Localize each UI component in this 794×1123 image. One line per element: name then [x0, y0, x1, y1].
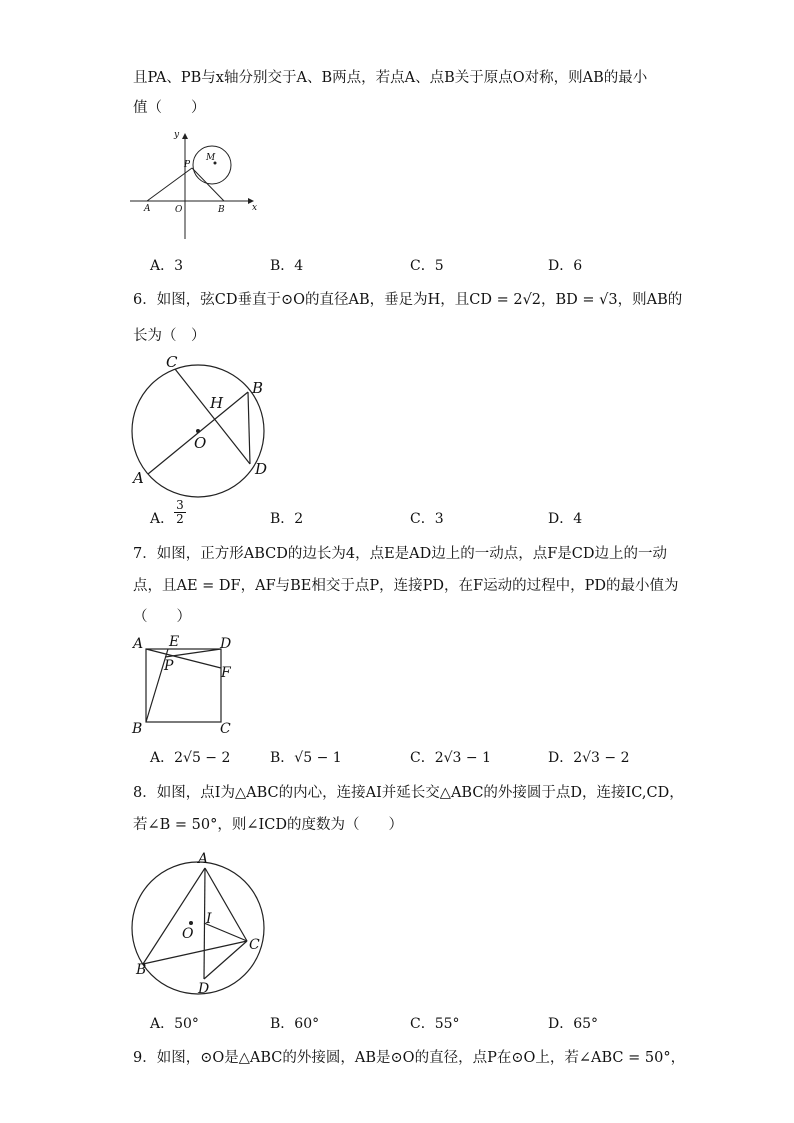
q7-label-c: C — [220, 721, 231, 737]
q5-label-b: B — [218, 205, 225, 215]
q7-option-c[interactable]: C．2√3 − 1 — [410, 750, 491, 766]
q5-label-a: A — [144, 204, 151, 214]
q7-label-e: E — [169, 634, 180, 650]
q8-label-d: D — [198, 981, 210, 997]
q7-label-p: P — [164, 658, 174, 674]
q8-option-c[interactable]: C．55° — [410, 1016, 460, 1032]
q6-text-line2: 长为（ ） — [133, 328, 206, 344]
q5-option-c[interactable]: C．5 — [410, 258, 444, 274]
q6-label-d: D — [255, 460, 268, 478]
q6-option-a-denominator: 2 — [176, 511, 184, 526]
q9-text-line1: 9．如图，⊙O是△ABC的外接圆，AB是⊙O的直径，点P在⊙O上，若∠ABC = 50°， — [133, 1050, 686, 1066]
q6-option-a-prefix: A． — [150, 511, 175, 527]
q5-option-a[interactable]: A．3 — [150, 258, 184, 274]
q6-option-a-fraction — [174, 499, 186, 526]
q6-option-a[interactable] — [150, 497, 186, 528]
q5-option-b[interactable]: B．4 — [270, 258, 304, 274]
q8-label-c: C — [249, 937, 260, 953]
q7-option-b[interactable]: B．√5 − 1 — [270, 750, 342, 766]
q6-chord-cd — [175, 369, 250, 464]
q8-text-line2: 若∠B = 50°，则∠ICD的度数为（ ） — [133, 817, 403, 833]
q6-label-h: H — [210, 394, 224, 412]
q5-option-d[interactable]: D．6 — [548, 258, 583, 274]
q6-label-a: A — [133, 469, 144, 487]
q6-option-b[interactable]: B．2 — [270, 511, 304, 527]
q7-option-d[interactable]: D．2√3 − 2 — [548, 750, 630, 766]
q6-figure — [128, 350, 278, 490]
q7-segment-pd — [165, 649, 221, 657]
q5-label-y: y — [174, 130, 180, 140]
q6-label-b: B — [252, 379, 264, 397]
q5-label-m: M — [206, 153, 216, 163]
q7-options — [150, 747, 710, 767]
q7-option-a[interactable]: A．2√5 − 2 — [150, 750, 231, 766]
q8-point-o — [189, 921, 193, 925]
q8-option-a[interactable]: A．50° — [150, 1016, 199, 1032]
q7-segment-af — [146, 649, 221, 668]
q8-label-o: O — [182, 926, 194, 942]
q5-y-arrow — [182, 133, 188, 139]
q6-label-c: C — [166, 353, 178, 371]
q8-option-b[interactable]: B．60° — [270, 1016, 320, 1032]
q6-label-o: O — [194, 434, 207, 452]
q8-side-bc — [143, 941, 247, 964]
q8-label-b: B — [136, 962, 147, 978]
q6-options — [150, 497, 710, 528]
q7-text-line1: 7．如图，正方形ABCD的边长为4，点E是AD边上的一动点，点F是CD边上的一动 — [133, 546, 668, 562]
q7-label-f: F — [221, 665, 231, 681]
q5-label-x: x — [252, 203, 258, 213]
q7-label-b: B — [132, 721, 143, 737]
q8-side-ac — [205, 868, 247, 941]
q7-figure — [130, 632, 245, 737]
q5-label-o: O — [175, 205, 183, 215]
q8-label-i: I — [206, 911, 212, 927]
q6-segment-bd — [248, 392, 250, 464]
q5-options — [150, 255, 710, 275]
q5-segment-pb — [192, 168, 224, 201]
q8-circumcircle — [132, 862, 264, 994]
q5-circle-m — [193, 146, 231, 184]
q5-label-p: P — [184, 160, 191, 170]
q7-label-d: D — [220, 636, 232, 652]
q8-segment-cd — [204, 941, 247, 979]
q5-text-line2: 值（ ） — [133, 100, 206, 116]
q6-option-c[interactable]: C．3 — [410, 511, 444, 527]
q7-label-a: A — [133, 636, 144, 652]
q6-text-line1: 6．如图，弦CD垂直于⊙O的直径AB，垂足为H，且CD = 2√2，BD = √3，则AB的 — [133, 292, 683, 308]
q6-option-d[interactable]: D．4 — [548, 511, 583, 527]
q6-point-o — [196, 429, 200, 433]
q8-text-line1: 8．如图，点I为△ABC的内心，连接AI并延长交△ABC的外接圆于点D，连接IC,CD， — [133, 785, 684, 801]
q8-figure — [128, 848, 273, 998]
q8-option-d[interactable]: D．65° — [548, 1016, 599, 1032]
q7-text-line3: （ ） — [133, 609, 191, 625]
q5-figure — [130, 125, 265, 245]
q8-label-a: A — [198, 851, 209, 867]
q8-options — [150, 1013, 710, 1033]
q5-text-line1: 且PA、PB与x轴分别交于A、B两点，若点A、点B关于原点O对称，则AB的最小 — [133, 70, 648, 86]
q6-option-a-numerator: 3 — [176, 497, 184, 512]
q7-text-line2: 点，且AE = DF，AF与BE相交于点P，连接PD，在F运动的过程中，PD的最小值为 — [133, 578, 679, 594]
q8-side-ab — [143, 868, 205, 964]
